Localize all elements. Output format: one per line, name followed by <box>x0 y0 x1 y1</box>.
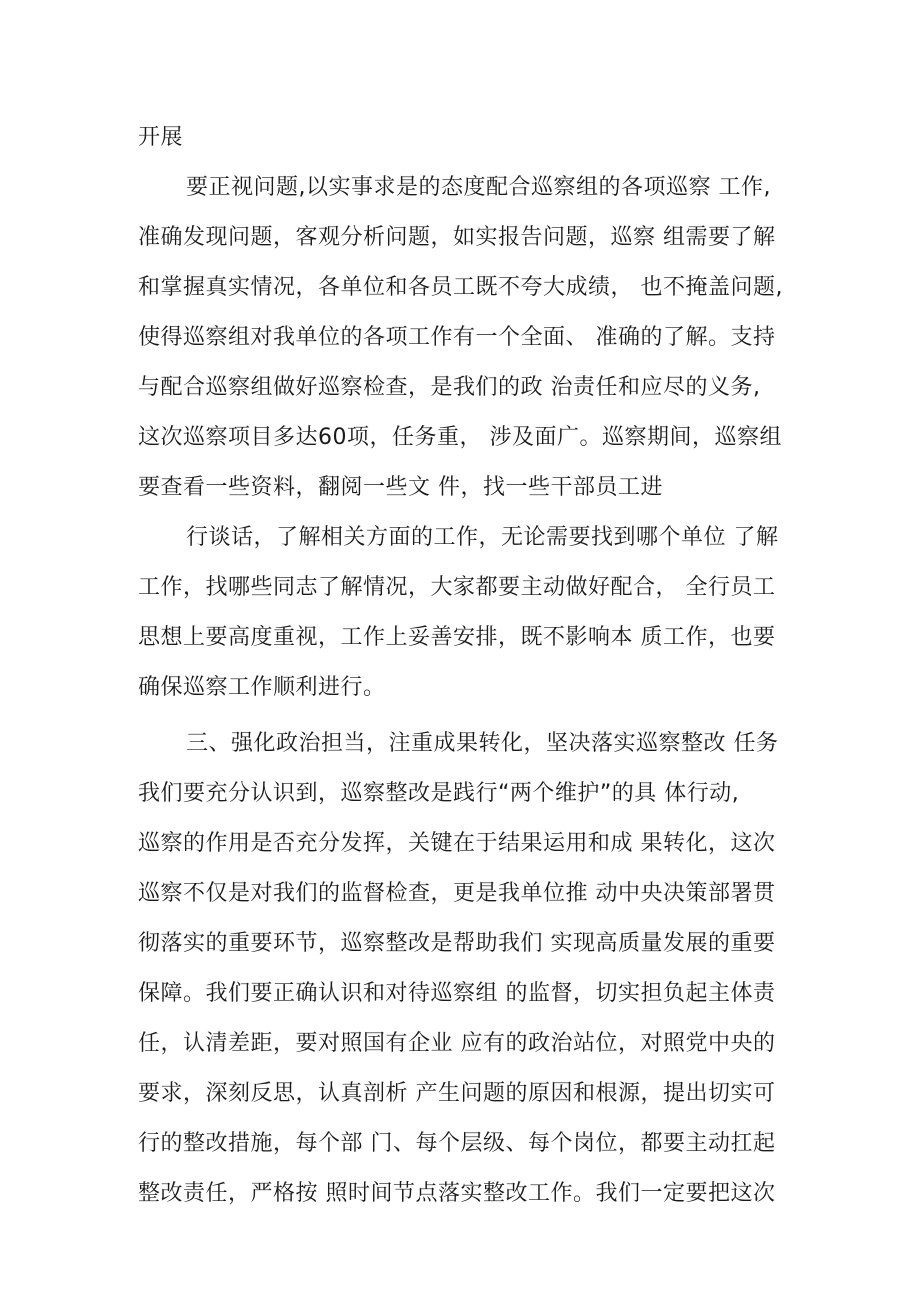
text-line-15: 巡察的作用是否充分发挥，关键在于结果运用和成 果转化，这次 <box>138 831 776 856</box>
text-line-2: 要正视问题,以实事求是的态度配合巡察组的各项巡察 工作, <box>186 175 771 200</box>
text-line-18: 保障。我们要正确认识和对待巡察组 的监督，切实担负起主体责 <box>138 981 776 1006</box>
text-line-12: 确保巡察工作顺利进行。 <box>138 675 386 700</box>
text-line-21: 行的整改措施，每个部 门、每个层级、每个岗位，都要主动扛起 <box>138 1131 776 1156</box>
text-line-10: 工作，找哪些同志了解情况，大家都要主动做好配合， 全行员工 <box>138 575 776 600</box>
text-line-11: 思想上要高度重视，工作上妥善安排，既不影响本 质工作，也要 <box>138 625 776 650</box>
text-line-22: 整改责任，严格按 照时间节点落实整改工作。我们一定要把这次 <box>138 1181 776 1206</box>
text-line-16: 巡察不仅是对我们的监督检查，更是我单位推 动中央决策部署贯 <box>138 881 776 906</box>
text-line-4: 和掌握真实情况，各单位和各员工既不夸大成绩， 也不掩盖问题, <box>138 275 783 300</box>
text-line-7: 这次巡察项目多达60项，任务重， 涉及面广。巡察期间，巡察组 <box>138 425 782 450</box>
text-line-13: 三、强化政治担当，注重成果转化，坚决落实巡察整改 任务 <box>186 731 779 756</box>
text-line-14: 我们要充分认识到，巡察整改是践行“两个维护”的具 体行动, <box>138 781 740 806</box>
text-line-20: 要求，深刻反思，认真剖析 产生问题的原因和根源，提出切实可 <box>138 1081 776 1106</box>
text-line-6: 与配合巡察组做好巡察检查，是我们的政 治责任和应尽的义务, <box>138 375 761 400</box>
text-line-5: 使得巡察组对我单位的各项工作有一个全面、 准确的了解。支持 <box>138 325 776 350</box>
text-line-8: 要查看一些资料，翻阅一些文 件，找一些干部员工进 <box>138 475 663 500</box>
text-line-17: 彻落实的重要环节，巡察整改是帮助我们 实现高质量发展的重要 <box>138 931 776 956</box>
text-line-1: 开展 <box>138 125 184 150</box>
text-line-9: 行谈话，了解相关方面的工作，无论需要找到哪个单位 了解 <box>186 525 779 550</box>
text-line-3: 准确发现问题，客观分析问题，如实报告问题，巡察 组需要了解 <box>138 225 776 250</box>
text-line-19: 任，认清差距，要对照国有企业 应有的政治站位，对照党中央的 <box>138 1031 776 1056</box>
